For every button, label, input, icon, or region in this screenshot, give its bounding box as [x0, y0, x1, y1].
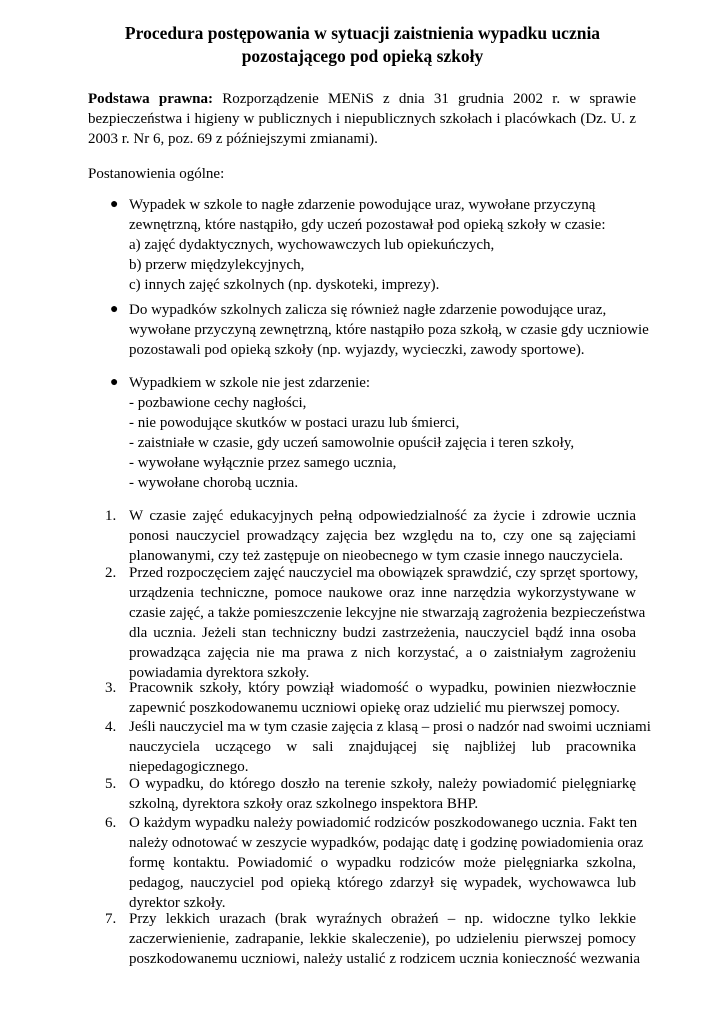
bullet-line: b) przerw międzylekcyjnych,	[129, 257, 305, 273]
title-line-1: Procedura postępowania w sytuacji zaistnienia wypadku ucznia	[124, 23, 601, 43]
item-line: O każdym wypadku należy powiadomić rodziców poszkodowanego ucznia. Fakt ten	[129, 815, 638, 831]
item-line: formę kontaktu. Powiadomić o wypadku rodziców może pielęgniarka szkolna,	[129, 855, 636, 871]
item-number: 6.	[105, 815, 117, 831]
item-line: W czasie zajęć edukacyjnych pełną odpowiedzialność za życie i zdrowie ucznia	[129, 508, 636, 524]
item-line: Przed rozpoczęciem zajęć nauczyciel ma obowiązek sprawdzić, czy sprzęt sportowy,	[129, 565, 639, 581]
item-line: poszkodowanemu uczniowi, należy ustalić z rodzicem ucznia konieczność wezwania	[129, 951, 641, 967]
item-line: czasie zajęć, a także pomieszczenie lekcyjne nie stwarzają zagrożenia bezpieczeństwa	[129, 605, 646, 621]
item-line: Przy lekkich urazach (brak wyraźnych obrażeń – np. widoczne tylko lekkie	[129, 911, 636, 927]
item-line: planowanymi, czy też zastępuje on nieobecnego w tym czasie innego nauczyciela.	[129, 548, 623, 564]
title-line-2: pozostającego pod opieką szkoły	[241, 46, 484, 66]
item-line: prowadząca zajęcia nie ma prawa z nich korzystać, a o zaistniałym zagrożeniu	[129, 645, 636, 661]
document-title	[80, 22, 645, 68]
item-line: ponosi nauczyciel prowadzący zajęcia bez względu na to, czy one są zajęciami	[129, 528, 636, 544]
item-line: urządzenia techniczne, pomoce naukowe oraz inne narzędzia wykorzystywane w	[129, 585, 636, 601]
legal-basis-paragraph	[88, 89, 636, 149]
item-line: Pracownik szkoły, który powziął wiadomość o wypadku, powinien niezwłocznie	[129, 680, 636, 696]
bullet-line: zewnętrzną, które nastąpiło, gdy uczeń pozostawał pod opieką szkoły w czasie:	[129, 217, 606, 233]
bullet-line: Wypadek w szkole to nagłe zdarzenie powodujące uraz, wywołane przyczyną	[129, 197, 596, 213]
item-line: zaczerwienienie, zadrapanie, lekkie skaleczenie), po udzieleniu pierwszej pomocy	[129, 931, 636, 947]
item-line: Jeśli nauczyciel ma w tym czasie zajęcia z klasą – prosi o nadzór nad swoimi uczniami	[129, 719, 651, 735]
bullet-line: - nie powodujące skutków w postaci urazu lub śmierci,	[129, 415, 460, 431]
bullet-line: - pozbawione cechy nagłości,	[129, 395, 307, 411]
item-line: dyrektor szkoły.	[129, 895, 226, 911]
bullet-line: a) zajęć dydaktycznych, wychowawczych lub opiekuńczych,	[129, 237, 495, 253]
bullet-line: c) innych zajęć szkolnych (np. dyskoteki, imprezy).	[129, 277, 440, 293]
bullet-line: - wywołane wyłącznie przez samego ucznia,	[129, 455, 397, 471]
bullet-line: pozostawali pod opieką szkoły (np. wyjazdy, wycieczki, zawody sportowe).	[129, 342, 585, 358]
item-line: dla ucznia. Jeżeli stan techniczny budzi zastrzeżenia, nauczyciel bądź inna osoba	[129, 625, 636, 641]
item-line: należy odnotować w zeszycie wypadków, podając datę i godzinę powiadomienia oraz	[129, 835, 644, 851]
item-number: 1.	[105, 508, 117, 524]
item-line: nauczyciela uczącego w sali znajdującej się najbliżej lub pracownika	[129, 739, 636, 755]
item-line: powiadamia dyrektora szkoły.	[129, 665, 310, 681]
bullet-line: Do wypadków szkolnych zalicza się również nagłe zdarzenie powodujące uraz,	[129, 302, 607, 318]
item-number: 4.	[105, 719, 117, 735]
item-line: niepedagogicznego.	[129, 759, 249, 775]
item-line: szkolną, dyrektora szkoły oraz szkolnego inspektora BHP.	[129, 796, 479, 812]
item-line: O wypadku, do którego doszło na terenie szkoły, należy powiadomić pielęgniarkę	[129, 776, 636, 792]
bullet-line: Wypadkiem w szkole nie jest zdarzenie:	[129, 375, 371, 391]
bullet-icon: ●	[110, 375, 119, 390]
item-line: pedagog, nauczyciel pod opieką którego zdarzył się wypadek, wychowawca lub	[129, 875, 636, 891]
bullet-icon: ●	[110, 197, 119, 212]
legal-basis-label: Podstawa prawna:	[88, 91, 214, 107]
bullet-line: wywołane przyczyną zewnętrzną, które nastąpiło poza szkołą, w czasie gdy uczniowie	[129, 322, 649, 338]
legal-basis-text: Rozporządzenie MENiS z dnia 31 grudnia 2002 r. w sprawie bezpieczeństwa i higieny w publicznych i niepublicznych szkołach i placówkach (Dz. U. z 2003 r. Nr 6, poz. 69 z późniejszymi zmianami).	[88, 91, 636, 147]
item-number: 2.	[105, 565, 117, 581]
item-line: zapewnić poszkodowanemu uczniowi opiekę oraz udzielić mu pierwszej pomocy.	[129, 700, 620, 716]
item-number: 3.	[105, 680, 117, 696]
item-number: 7.	[105, 911, 117, 927]
item-number: 5.	[105, 776, 117, 792]
bullet-line: - zaistniałe w czasie, gdy uczeń samowolnie opuścił zajęcia i teren szkoły,	[129, 435, 575, 451]
general-provisions-heading: Postanowienia ogólne:	[88, 166, 225, 182]
bullet-line: - wywołane chorobą ucznia.	[129, 475, 299, 491]
bullet-icon: ●	[110, 302, 119, 317]
